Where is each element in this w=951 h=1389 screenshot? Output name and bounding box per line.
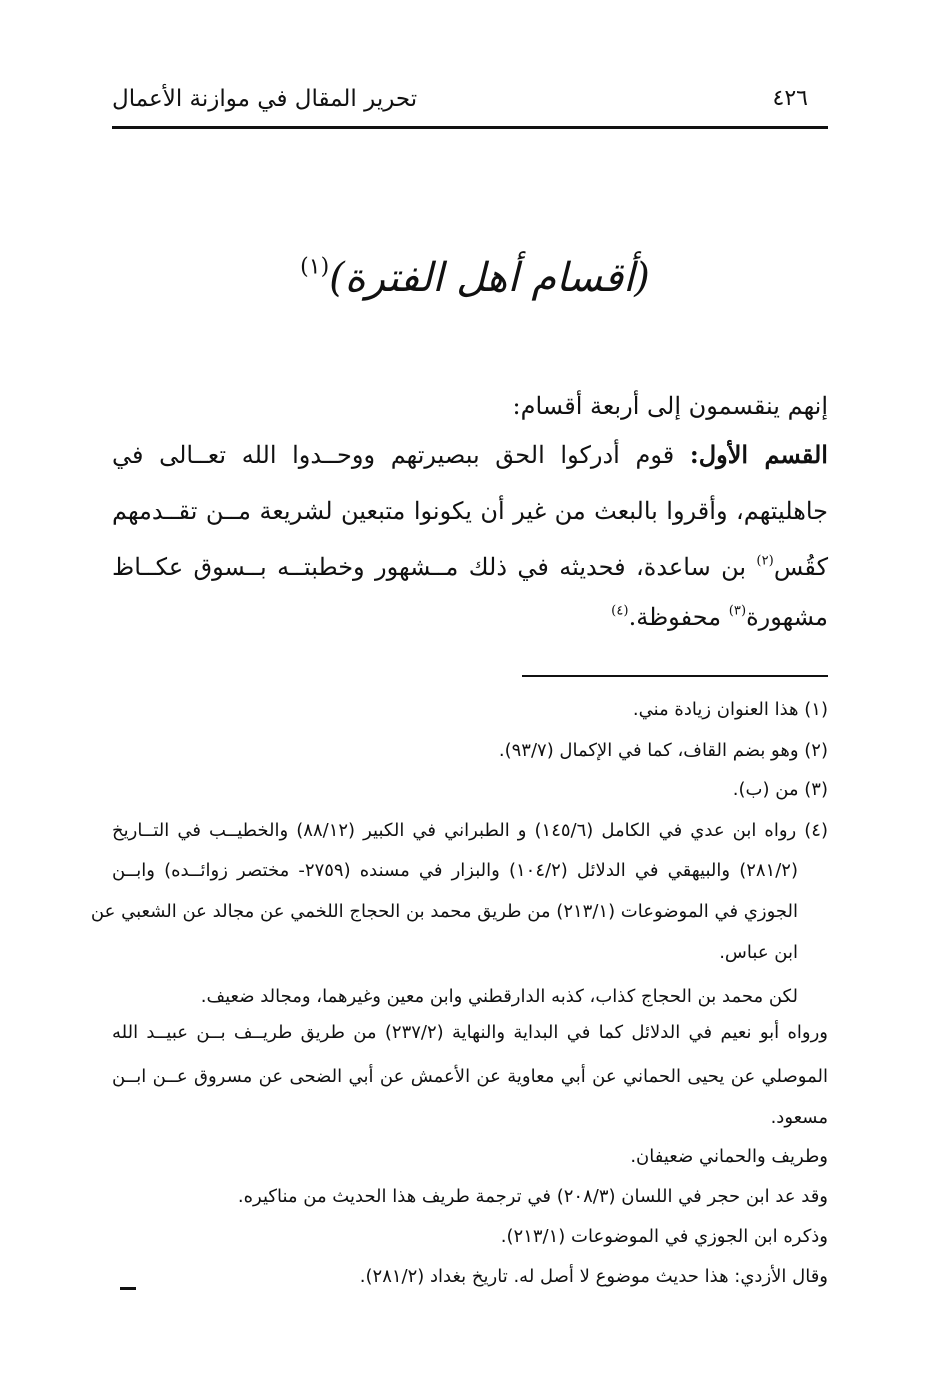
footnote-ref-2: (٢) xyxy=(756,553,774,569)
footnote-4-line-5: لكن محمد بن الحجاج كذاب، كذبه الدارقطني وابن معين وغيرهما، ومجالد ضعيف. xyxy=(200,986,798,1007)
body-line-4-text: محفوظة. xyxy=(628,603,722,631)
footnote-4-line-4: ابن عباس. xyxy=(719,942,798,963)
footnote-4-line-6: ورواه أبو نعيم في الدلائل كما في البداية والنهاية (٢٣٧/٢) من طريق طريــف بــن عبيــد الله xyxy=(112,1022,829,1043)
section-1-label: القسم الأول: xyxy=(689,440,828,469)
running-header-title: تحرير المقال في موازنة الأعمال xyxy=(112,86,418,112)
footnote-ref-4: (٤) xyxy=(611,603,629,619)
scan-mark xyxy=(120,1287,136,1290)
footnote-4-line-12: وقال الأزدي: هذا حديث موضوع لا أصل له. تاريخ بغداد (٢٨١/٢). xyxy=(359,1266,828,1287)
body-line-4 xyxy=(112,603,828,631)
body-line-4-start: مشهورة xyxy=(746,603,828,631)
chapter-title-footnote-ref: (١) xyxy=(300,254,330,280)
footnote-4-line-3: الجوزي في الموضوعات (٢١٣/١) من طريق محمد بن الحجاج اللخمي عن مجالد عن الشعبي عن xyxy=(90,901,798,922)
body-line-3-start: كقُس xyxy=(773,553,828,581)
footnote-3: (٣) من (ب). xyxy=(732,779,828,800)
footnote-1: (١) هذا العنوان زيادة مني. xyxy=(632,699,828,720)
footnote-4-line-7: الموصلي عن يحيى الحماني عن أبي معاوية عن الأعمش عن أبي الضحى عن مسروق عــن ابــن xyxy=(112,1066,828,1087)
chapter-title xyxy=(150,255,800,301)
footnote-2: (٢) وهو بضم القاف، كما في الإكمال (٩٣/٧). xyxy=(498,740,828,761)
footnote-4-line-1: (٤) رواه ابن عدي في الكامل (١٤٥/٦) و الطبراني في الكبير (٨٨/١٢) والخطيــب في التــاريخ xyxy=(112,820,828,841)
running-header xyxy=(112,78,828,126)
body-line-2: جاهليتهم، وأقروا بالبعث من غير أن يكونوا متبعين لشريعة مــن تقــدمهم xyxy=(112,497,828,525)
intro-line: إنهم ينقسمون إلى أربعة أقسام: xyxy=(512,392,828,420)
chapter-title-text: (أقسام أهل الفترة) xyxy=(329,255,650,301)
footnote-4-line-8: مسعود. xyxy=(770,1107,828,1128)
body-line-1 xyxy=(112,440,828,469)
footnote-ref-3: (٣) xyxy=(728,603,747,619)
footnote-4-line-11: وذكره ابن الجوزي في الموضوعات (٢١٣/١). xyxy=(500,1226,828,1247)
footnote-4-line-9: وطريف والحماني ضعيفان. xyxy=(630,1146,828,1167)
footnote-4-line-2: (٢٨١/٢) والبيهقي في الدلائل (١٠٤/٢) والبزار في مسنده (٢٧٥٩- مختصر زوائــده) وابــن xyxy=(112,860,798,881)
footnote-separator xyxy=(522,675,828,677)
footnote-4-line-10: وقد عد ابن حجر في اللسان (٢٠٨/٣) في ترجمة طريف هذا الحديث من مناكيره. xyxy=(237,1186,828,1207)
body-line-1-text: قوم أدركوا الحق ببصيرتهم ووحــدوا الله تعــالى في xyxy=(112,441,675,469)
body-line-3-text: بن ساعدة، فحديثه في ذلك مــشهور وخطبتــه بــسوق عكــاظ xyxy=(112,553,747,581)
header-rule xyxy=(112,126,828,129)
page-number: ٤٢٦ xyxy=(772,86,808,111)
body-line-3 xyxy=(112,553,828,581)
